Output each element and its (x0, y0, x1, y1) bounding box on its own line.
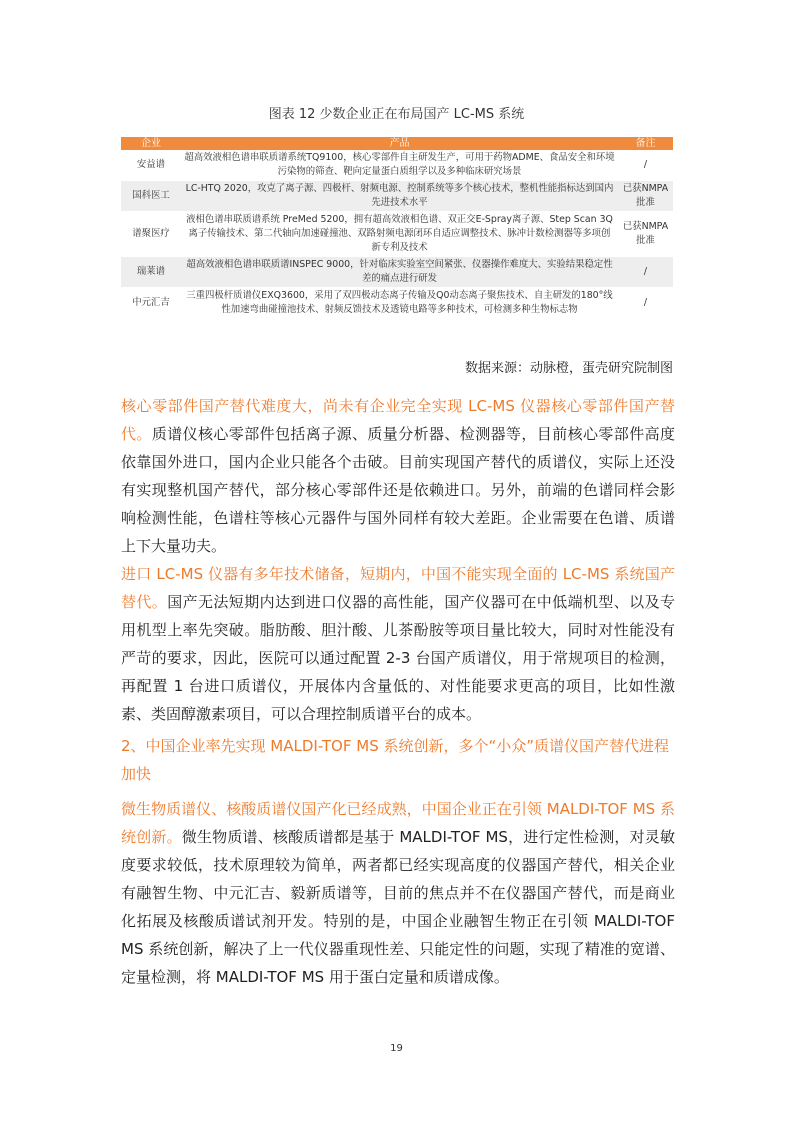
table-row (121, 288, 673, 319)
header-product: 产品 (181, 137, 618, 150)
cell-company: 中元汇吉 (132, 297, 170, 308)
paragraph-1 (121, 392, 675, 560)
cell-product: 超高效液相色谱串联质谱系统TQ9100，核心零部件自主研发生产，可用于药物ADME、食品安全和环境污染物的筛查、靶向定量蛋白质组学以及多种临床研究场景 (181, 150, 618, 181)
figure-caption: 图表 12 少数企业正在布局国产 LC-MS 系统 (268, 107, 525, 122)
section-heading: 2、中国企业率先实现 MALDI-TOF MS 系统创新，多个“小众”质谱仪国产替代进程加快 (121, 737, 670, 783)
cell-note: 已获NMPA批准 (618, 181, 673, 212)
cell-company: 瑞莱谱 (121, 257, 181, 288)
table-row (121, 257, 673, 288)
paragraph-1-highlight: 核心零部件国产替代难度大，尚未有企业完全实现 LC-MS 仪器核心零部件国产替代。 (121, 397, 675, 443)
table-row (121, 150, 673, 181)
table-row (121, 212, 673, 257)
company-table (121, 137, 673, 318)
table-row (121, 181, 673, 212)
cell-company: 国科医工 (121, 181, 181, 212)
data-source-note: 数据来源：动脉橙，蛋壳研究院制图 (464, 361, 673, 376)
cell-note: / (618, 150, 673, 181)
table-header-row (121, 137, 673, 150)
page-number: 19 (390, 1043, 403, 1054)
cell-note: 已获NMPA批准 (618, 212, 673, 257)
cell-product: LC-HTQ 2020，攻克了离子源、四极杆、射频电源、控制系统等多个核心技术，整机性能指标达到国内先进技术水平 (181, 181, 618, 212)
cell-note: / (643, 297, 648, 308)
header-note: 备注 (618, 137, 673, 150)
paragraph-3-text: 微生物质谱、核酸质谱都是基于 MALDI-TOF MS，进行定性检测，对灵敏度要求较低，技术原理较为简单，两者都已经实现高度的仪器国产替代，相关企业有融智生物、中元汇吉、毅新质谱等，目前的焦点并不在仪器国产替代，而是商业化拓展及核酸质谱试剂开发。特别的是，中国企业融智生物正在引领 MALDI-TOF MS 系统创新，解决了上一代仪器重现性差、只能定性的问题，实现了精准的宽谱、定量检测，将 MALDI-TOF MS 用于蛋白定量和质谱成像。 (121, 828, 675, 986)
paragraph-2-text: 国产无法短期内达到进口仪器的高性能，国产仪器可在中低端机型、以及专用机型上率先突破。脂肪酸、胆汁酸、儿茶酚胺等项目量比较大，同时对性能没有严苛的要求，因此，医院可以通过配置 2-3 台国产质谱仪，用于常规项目的检测，再配置 1 台进口质谱仪，开展体内含量低的、对性能要求更高的项目，比如性激素、类固醇激素项目，可以合理控制质谱平台的成本。 (121, 593, 675, 723)
cell-product: 三重四极杆质谱仪EXQ3600，采用了双四极动态离子传输及Q0动态离子聚焦技术、自主研发的180°线性加速弯曲碰撞池技术、射频反馈技术及透镜电路等多种技术，可检测多种生物标志物 (186, 290, 613, 315)
paragraph-2 (121, 560, 675, 728)
cell-company: 谱聚医疗 (121, 212, 181, 257)
cell-product: 液相色谱串联质谱系统 PreMed 5200，拥有超高效液相色谱、双正交E-Spray离子源、Step Scan 3Q离子传输技术、第二代轴向加速碰撞池、双路射频电源闭环自适应调整技术、脉冲计数检测器等多项创新专利及技术 (181, 212, 618, 257)
header-company: 企业 (121, 137, 181, 150)
paragraph-2-highlight: 进口 LC-MS 仪器有多年技术储备，短期内，中国不能实现全面的 LC-MS 系统国产替代。 (121, 565, 675, 611)
paragraph-3 (121, 795, 675, 991)
paragraph-1-text: 质谱仪核心零部件包括离子源、质量分析器、检测器等，目前核心零部件高度依靠国外进口，国内企业只能各个击破。目前实现国产替代的质谱仪，实际上还没有实现整机国产替代，部分核心零部件还是依赖进口。另外，前端的色谱同样会影响检测性能，色谱柱等核心元器件与国外同样有较大差距。企业需要在色谱、质谱上下大量功夫。 (121, 425, 675, 555)
paragraph-3-highlight: 微生物质谱仪、核酸质谱仪国产化已经成熟，中国企业正在引领 MALDI-TOF MS 系统创新。 (121, 800, 675, 846)
cell-note: / (618, 257, 673, 288)
cell-product: 超高效液相色谱串联质谱INSPEC 9000，针对临床实验室空间紧张、仪器操作难度大、实验结果稳定性差的痛点进行研发 (181, 257, 618, 288)
cell-company: 安益谱 (121, 150, 181, 181)
